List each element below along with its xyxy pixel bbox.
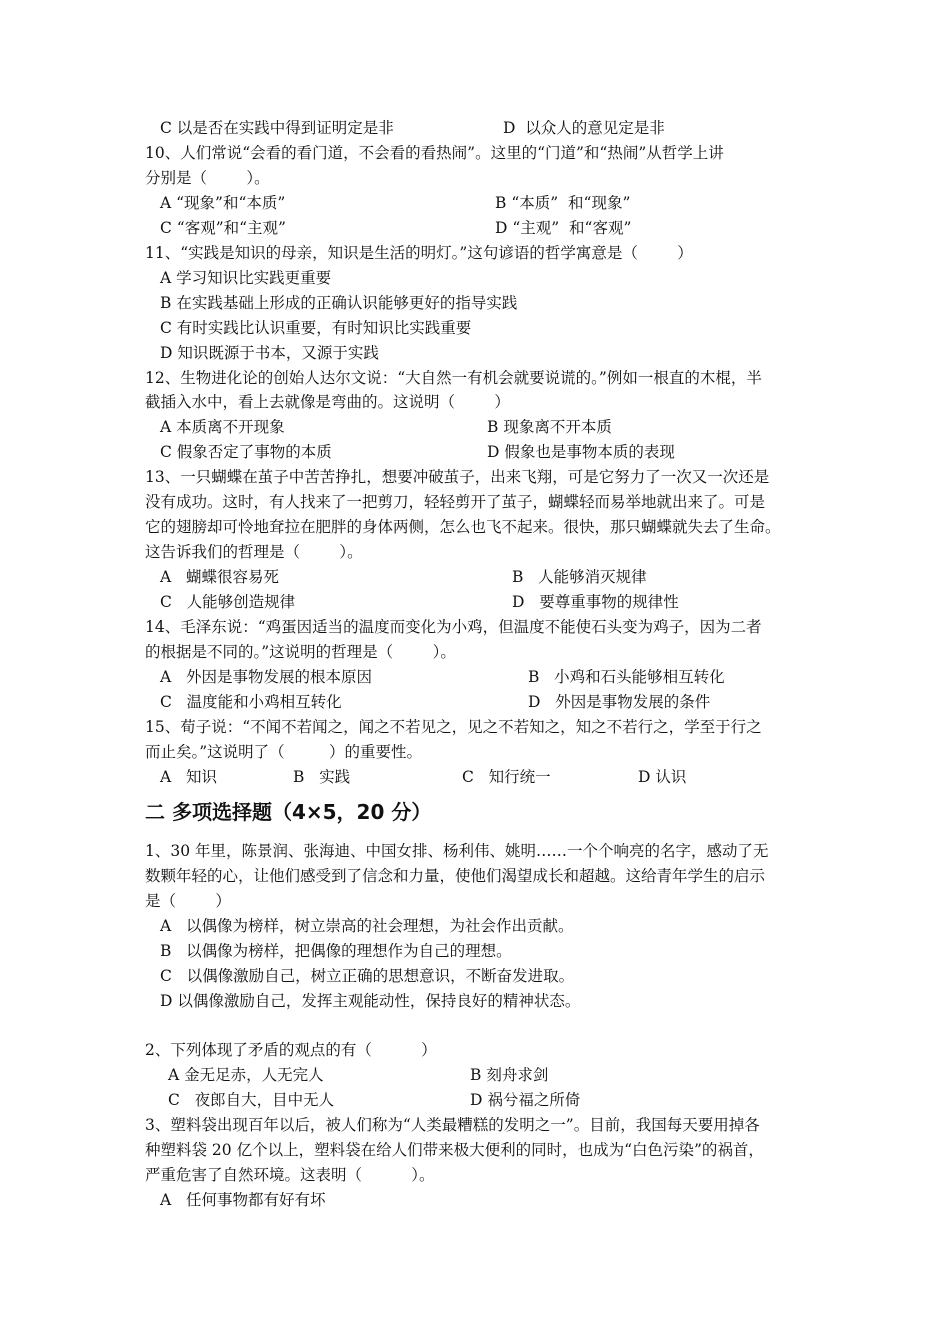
option-text: B 刻舟求剑 [470, 1066, 549, 1084]
text-line: C 以偶像激励自己，树立正确的思想意识，不断奋发进取。 [160, 967, 575, 985]
text-line: 截插入水中，看上去就像是弯曲的。这说明（ ） [145, 393, 510, 412]
text-line: 严重危害了自然环境。这表明（ ）。 [145, 1166, 435, 1184]
option-text: D 认识 [638, 767, 687, 786]
text-line: 没有成功。这时，有人找来了一把剪刀，轻轻剪开了茧子，蝴蝶轻而易举地就出来了。可是 [145, 493, 766, 512]
text-line: C 人能够创造规律 [160, 593, 296, 612]
text-line: A 蝴蝶很容易死 [160, 568, 279, 587]
text-line: 11、“实践是知识的母亲，知识是生活的明灯。”这句谚语的哲学寓意是（ ） [145, 243, 693, 262]
text-line: 的根据是不同的。”这说明的哲理是（ ）。 [145, 642, 456, 661]
text-line: 分别是（ ）。 [145, 168, 270, 187]
section-title: 二 多项选择题（4×5，20 分） [145, 800, 432, 824]
text-line: A 知识 [160, 767, 217, 786]
text-line: C 夜郎自大，目中无人 [168, 1091, 335, 1109]
option-text: B 小鸡和石头能够相互转化 [528, 667, 725, 686]
text-line: 1、30 年里，陈景润、张海迪、中国女排、杨利伟、姚明……一个个响亮的名字，感动了无 [145, 842, 769, 860]
option-text: B 实践 [293, 767, 351, 786]
text-line: C 温度能和小鸡相互转化 [160, 692, 342, 711]
text-line: C 假象否定了事物的本质 [160, 443, 332, 462]
text-line: A 以偶像为榜样，树立崇高的社会理想，为社会作出贡献。 [160, 917, 574, 935]
text-line: D 知识既源于书本，又源于实践 [160, 343, 379, 362]
text-line: 2、下列体现了矛盾的观点的有（ ） [145, 1041, 437, 1059]
option-text: C 知行统一 [462, 767, 551, 786]
text-line: 而止矣。”这说明了（ ）的重要性。 [145, 742, 423, 761]
text-line: 14、毛泽东说：“鸡蛋因适当的温度而变化为小鸡，但温度不能使石头变为鸡子，因为二者 [145, 618, 762, 636]
text-line: 12、生物进化论的创始人达尔文说：“大自然一有机会就要说谎的。”例如一根直的木棍，半 [145, 368, 762, 387]
text-line: A 本质离不开现象 [160, 418, 285, 437]
text-line: 15、荀子说：“不闻不若闻之，闻之不若见之，见之不若知之，知之不若行之，学至于行之 [145, 717, 762, 736]
text-line: 数颗年轻的心，让他们感受到了信念和力量，使他们渴望成长和超越。这给青年学生的启示 [145, 867, 766, 885]
text-line: A 学习知识比实践更重要 [160, 268, 332, 287]
text-line: 13、一只蝴蝶在茧子中苦苦挣扎，想要冲破茧子，出来飞翔，可是它努力了一次又一次还是 [145, 468, 770, 487]
option-text: D 以众人的意见定是非 [503, 119, 665, 137]
option-text: B 人能够消灭规律 [512, 568, 647, 587]
text-line: 它的翅膀却可怜地耷拉在肥胖的身体两侧，怎么也飞不起来。很快，那只蝴蝶就失去了生命。 [145, 518, 781, 537]
text-line: B 以偶像为榜样，把偶像的理想作为自己的理想。 [160, 942, 512, 960]
text-line: A 金无足赤，人无完人 [168, 1066, 324, 1084]
text-line: B 在实践基础上形成的正确认识能够更好的指导实践 [160, 293, 518, 312]
text-line: A 任何事物都有好有坏 [160, 1191, 326, 1209]
text-line: C “客观”和“主观” [160, 218, 286, 237]
text-line: A 外因是事物发展的根本原因 [160, 667, 372, 686]
text-line: C 以是否在实践中得到证明定是非 [160, 119, 394, 137]
option-text: B 现象离不开本质 [487, 418, 612, 437]
text-line: 10、人们常说“会看的看门道，不会看的看热闹”。这里的“门道”和“热闹”从哲学上讲 [145, 143, 724, 162]
text-line: C 有时实践比认识重要，有时知识比实践重要 [160, 318, 472, 337]
option-text: D 祸兮福之所倚 [470, 1091, 581, 1109]
text-line: 这告诉我们的哲理是（ ）。 [145, 543, 363, 562]
option-text: D “主观” 和“客观” [495, 218, 632, 237]
option-text: D 外因是事物发展的条件 [528, 692, 711, 711]
option-text: D 要尊重事物的规律性 [512, 593, 679, 612]
option-text: D 假象也是事物本质的表现 [487, 443, 675, 462]
text-line: 3、塑料袋出现百年以后，被人们称为“人类最糟糕的发明之一”。目前，我国每天要用掉各 [145, 1116, 760, 1134]
text-line: D 以偶像激励自己，发挥主观能动性，保持良好的精神状态。 [160, 992, 581, 1010]
text-line: 是（ ） [145, 892, 231, 910]
text-line: 种塑料袋 20 亿个以上，塑料袋在给人们带来极大便利的同时，也成为“白色污染”的祸首， [145, 1141, 764, 1159]
text-line: A “现象”和“本质” [160, 193, 286, 212]
option-text: B “本质” 和“现象” [495, 193, 631, 212]
